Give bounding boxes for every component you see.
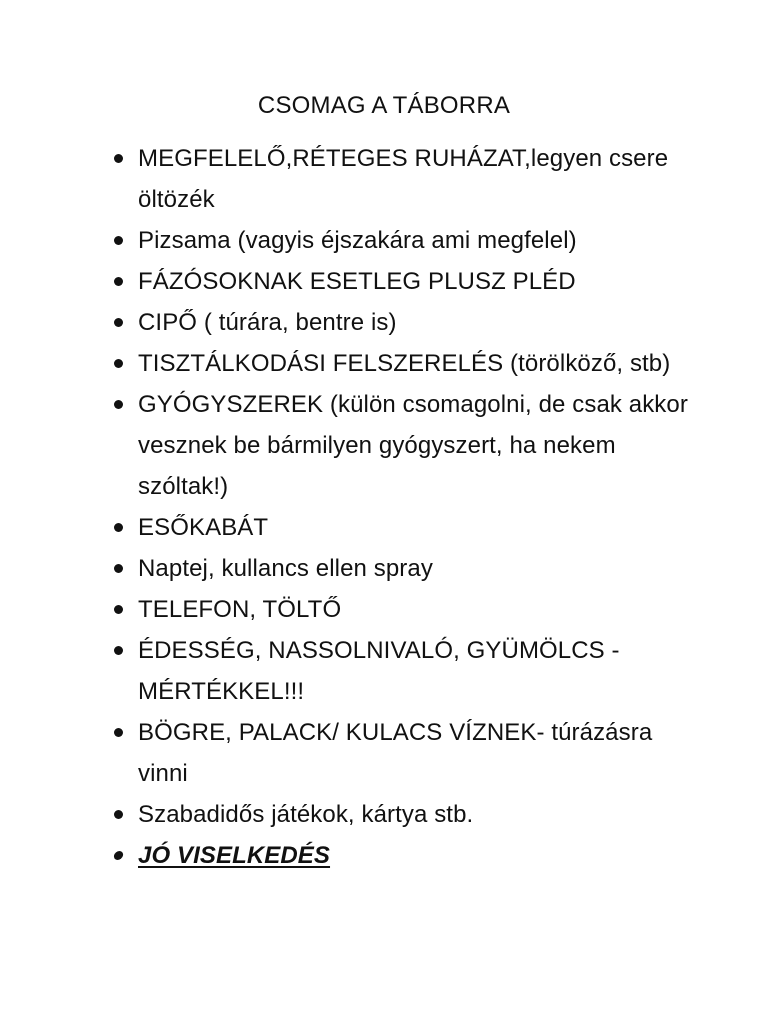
list-item-text: GYÓGYSZEREK (külön csomagolni, de csak akkor vesznek be bármilyen gyógyszert, ha nekem szóltak!) — [138, 391, 688, 500]
list-item — [0, 712, 768, 794]
list-item-text: TISZTÁLKODÁSI FELSZERELÉS (törölköző, stb) — [138, 350, 671, 377]
list-item-text: ESŐKABÁT — [138, 514, 269, 541]
bullet-icon — [114, 564, 123, 573]
list-item — [0, 794, 768, 835]
list-item-text: JÓ VISELKEDÉS — [138, 842, 331, 869]
list-item — [0, 261, 768, 302]
packing-list — [0, 138, 768, 876]
list-item — [0, 384, 768, 507]
list-item-text: TELEFON, TÖLTŐ — [138, 596, 342, 623]
list-item-text: Pizsama (vagyis éjszakára ami megfelel) — [138, 227, 577, 254]
bullet-icon — [114, 359, 123, 368]
bullet-icon — [114, 236, 123, 245]
bullet-icon — [114, 154, 123, 163]
list-item-text: Naptej, kullancs ellen spray — [138, 555, 433, 582]
bullet-icon — [114, 605, 123, 614]
list-item-text: CIPŐ ( túrára, bentre is) — [138, 309, 397, 336]
bullet-icon — [114, 810, 123, 819]
list-item — [0, 302, 768, 343]
bullet-icon — [114, 318, 123, 327]
list-item-text: Szabadidős játékok, kártya stb. — [138, 801, 474, 828]
list-item — [0, 548, 768, 589]
list-item — [0, 343, 768, 384]
bullet-icon — [114, 523, 123, 532]
bullet-icon — [114, 646, 123, 655]
list-item-emphasized — [0, 835, 768, 876]
list-item-text: MEGFELELŐ,RÉTEGES RUHÁZAT,legyen csere öltözék — [138, 145, 669, 213]
bullet-icon — [113, 851, 124, 860]
bullet-icon — [114, 400, 123, 409]
list-item — [0, 138, 768, 220]
list-item-text: FÁZÓSOKNAK ESETLEG PLUSZ PLÉD — [138, 268, 576, 295]
list-item — [0, 630, 768, 712]
list-item — [0, 507, 768, 548]
list-item-text: BÖGRE, PALACK/ KULACS VÍZNEK- túrázásra vinni — [138, 719, 653, 787]
document-title: CSOMAG A TÁBORRA — [257, 92, 511, 119]
bullet-icon — [114, 277, 123, 286]
list-item-text: ÉDESSÉG, NASSOLNIVALÓ, GYÜMÖLCS - MÉRTÉKKEL!!! — [138, 637, 620, 705]
bullet-icon — [114, 728, 123, 737]
list-item — [0, 589, 768, 630]
list-item — [0, 220, 768, 261]
